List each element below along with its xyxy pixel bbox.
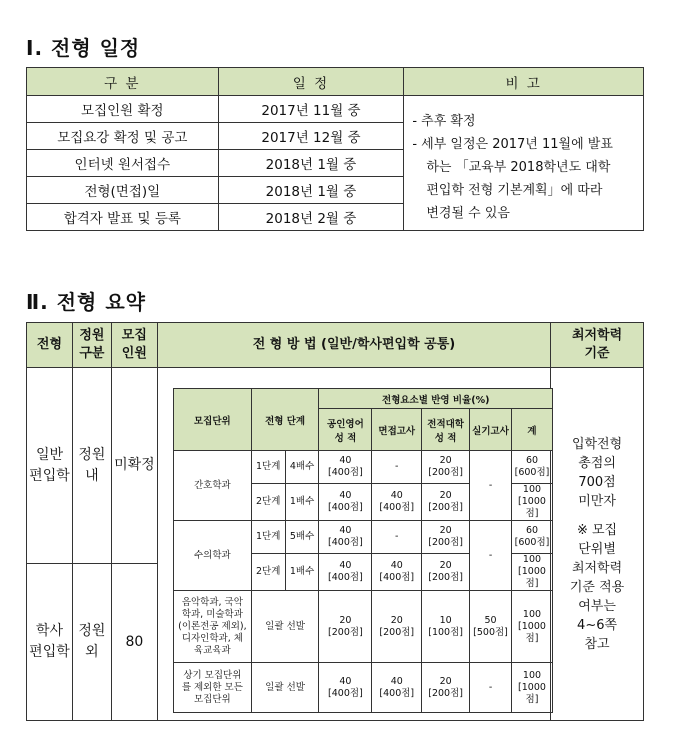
header-interview: 면접고사 <box>372 409 422 451</box>
stage-multiple: 5배수 <box>285 521 319 554</box>
header-min-standard: 최저학력 기준 <box>551 323 644 368</box>
stage-label: 2단계 <box>251 554 285 591</box>
value-cell: 60 [600점] <box>511 451 552 484</box>
note-line: 편입학 전형 기본계획」에 따라 <box>426 183 603 198</box>
value-cell: - <box>470 451 512 521</box>
method-table <box>173 388 553 713</box>
value-cell: 40 [400점] <box>372 554 422 591</box>
header-method: 전 형 방 법 (일반/학사편입학 공통) <box>157 323 550 368</box>
header-stage: 전형 단계 <box>251 389 319 451</box>
schedule-date: 2018년 2월 중 <box>218 204 404 231</box>
stage-multiple: 1배수 <box>285 554 319 591</box>
value-cell: 60 [600점] <box>511 521 552 554</box>
stage-single: 일괄 선발 <box>251 663 319 713</box>
value-cell: - <box>372 451 422 484</box>
value-cell: 20 [200점] <box>422 663 470 713</box>
value-cell: 20 [200점] <box>422 521 470 554</box>
value-cell: 20 [200점] <box>372 591 422 663</box>
value-cell: 40 [400점] <box>372 484 422 521</box>
unit-nursing: 간호학과 <box>174 451 252 521</box>
header-type: 전형 <box>27 323 73 368</box>
note-line: 하는 「교육부 2018학년도 대학 <box>426 160 611 175</box>
note-line: 변경될 수 있음 <box>426 206 510 221</box>
value-cell: 20 [200점] <box>422 554 470 591</box>
value-cell: 100 [1000점] <box>511 554 552 591</box>
general-quota: 정원 내 <box>72 368 111 564</box>
bachelor-count: 80 <box>111 564 157 721</box>
schedule-item: 인터넷 원서접수 <box>27 150 219 177</box>
value-cell: 100 [1000점] <box>511 484 552 521</box>
schedule-date: 2017년 12월 중 <box>218 123 404 150</box>
schedule-item: 합격자 발표 및 등록 <box>27 204 219 231</box>
header-recruit: 모집 인원 <box>111 323 157 368</box>
min-standard-cell: 입학전형 총점의 700점 미만자 ※ 모집 단위별 최저학력 기준 적용 여부는 4~6쪽 참고 <box>551 368 644 721</box>
value-cell: 50 [500점] <box>470 591 512 663</box>
value-cell: 100 [1000점] <box>511 663 552 713</box>
table-row <box>27 96 644 123</box>
section2-title: Ⅱ. 전형 요약 <box>26 290 146 314</box>
schedule-table <box>26 67 644 231</box>
value-cell: - <box>470 521 512 591</box>
stage-single: 일괄 선발 <box>251 591 319 663</box>
stage-label: 2단계 <box>251 484 285 521</box>
schedule-date: 2018년 1월 중 <box>218 177 404 204</box>
note-line: - 추후 확정 <box>412 114 476 129</box>
header-quota: 정원 구분 <box>72 323 111 368</box>
value-cell: - <box>470 663 512 713</box>
table-row <box>174 663 553 713</box>
value-cell: 20 [200점] <box>422 451 470 484</box>
value-cell: 10 [100점] <box>422 591 470 663</box>
value-cell: 40 [400점] <box>319 451 372 484</box>
unit-other: 상기 모집단위 를 제외한 모든 모집단위 <box>174 663 252 713</box>
value-cell: - <box>372 521 422 554</box>
remarks-cell <box>404 96 644 231</box>
value-cell: 100 [1000점] <box>511 591 552 663</box>
table-row <box>174 521 553 554</box>
stage-multiple: 1배수 <box>285 484 319 521</box>
value-cell: 40 [400점] <box>319 554 372 591</box>
stage-multiple: 4배수 <box>285 451 319 484</box>
unit-vet: 수의학과 <box>174 521 252 591</box>
schedule-item: 모집인원 확정 <box>27 96 219 123</box>
value-cell: 40 [400점] <box>372 663 422 713</box>
schedule-date: 2018년 1월 중 <box>218 150 404 177</box>
header-category: 구 분 <box>27 68 219 96</box>
value-cell: 20 [200점] <box>319 591 372 663</box>
schedule-date: 2017년 11월 중 <box>218 96 404 123</box>
unit-arts: 음악학과, 국악 학과, 미술학과 (이론전공 제외), 디자인학과, 체 육교육과 <box>174 591 252 663</box>
table-row <box>174 591 553 663</box>
schedule-item: 모집요강 확정 및 공고 <box>27 123 219 150</box>
value-cell: 40 [400점] <box>319 663 372 713</box>
value-cell: 20 [200점] <box>422 484 470 521</box>
schedule-item: 전형(면접)일 <box>27 177 219 204</box>
table-row <box>174 451 553 484</box>
stage-label: 1단계 <box>251 521 285 554</box>
value-cell: 40 [400점] <box>319 484 372 521</box>
header-prev-grade: 전적대학 성 적 <box>422 409 470 451</box>
header-remarks: 비 고 <box>404 68 644 96</box>
bachelor-quota: 정원 외 <box>72 564 111 721</box>
bachelor-type: 학사 편입학 <box>27 564 73 721</box>
value-cell: 40 [400점] <box>319 521 372 554</box>
general-count: 미확정 <box>111 368 157 564</box>
header-unit: 모집단위 <box>174 389 252 451</box>
header-practical: 실기고사 <box>470 409 512 451</box>
header-schedule: 일 정 <box>218 68 404 96</box>
header-total: 계 <box>511 409 552 451</box>
header-ratio: 전형요소별 반영 비율(%) <box>319 389 553 409</box>
header-english: 공인영어 성 적 <box>319 409 372 451</box>
section1-title: Ⅰ. 전형 일정 <box>26 36 141 60</box>
note-line: - 세부 일정은 2017년 11월에 발표 <box>412 137 613 152</box>
stage-label: 1단계 <box>251 451 285 484</box>
general-type: 일반 편입학 <box>27 368 73 564</box>
